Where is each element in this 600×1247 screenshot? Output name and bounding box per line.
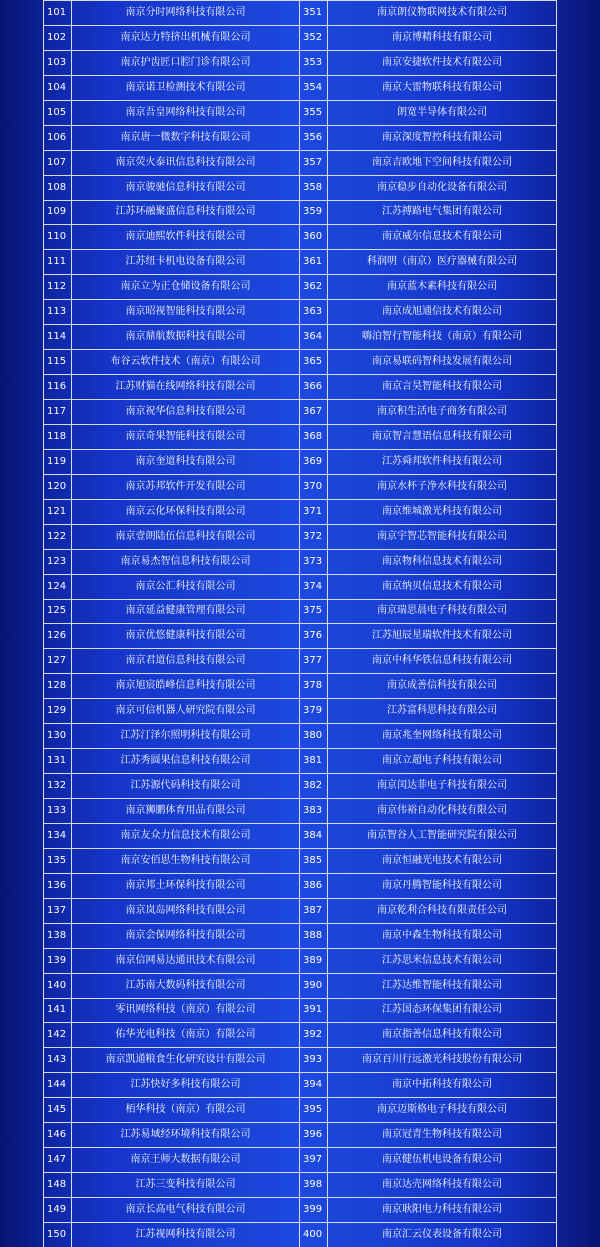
- table-row: [44, 873, 557, 898]
- company-name-left: 江苏易域经环境科技有限公司: [72, 1123, 300, 1148]
- company-name-right: 南京乾利合科技有限责任公司: [328, 898, 557, 923]
- company-name-left: 南京旭宸皓峰信息科技有限公司: [72, 674, 300, 699]
- row-number-right: 374: [300, 574, 328, 599]
- company-name-right: 科润明（南京）医疗器械有限公司: [328, 250, 557, 275]
- row-number-left: 111: [44, 250, 72, 275]
- row-number-right: 397: [300, 1148, 328, 1173]
- row-number-left: 138: [44, 923, 72, 948]
- table-row: [44, 973, 557, 998]
- table-row: [44, 25, 557, 50]
- table-row: [44, 1123, 557, 1148]
- row-number-right: 379: [300, 699, 328, 724]
- row-number-right: 351: [300, 1, 328, 26]
- company-name-right: 南京中科华铁信息科技有限公司: [328, 649, 557, 674]
- table-row: [44, 574, 557, 599]
- row-number-left: 145: [44, 1098, 72, 1123]
- company-name-left: 江苏秀圆果信息科技有限公司: [72, 749, 300, 774]
- company-name-left: 零讯网络科技（南京）有限公司: [72, 998, 300, 1023]
- table-row: [44, 300, 557, 325]
- row-number-right: 360: [300, 225, 328, 250]
- row-number-right: 385: [300, 848, 328, 873]
- company-name-left: 江苏财猫在线网络科技有限公司: [72, 375, 300, 400]
- row-number-right: 361: [300, 250, 328, 275]
- company-name-right: 南京物科信息技术有限公司: [328, 549, 557, 574]
- row-number-left: 102: [44, 25, 72, 50]
- row-number-left: 141: [44, 998, 72, 1023]
- row-number-left: 115: [44, 350, 72, 375]
- company-name-left: 南京会保网络科技有限公司: [72, 923, 300, 948]
- table-row: [44, 524, 557, 549]
- table-row: [44, 250, 557, 275]
- row-number-right: 376: [300, 624, 328, 649]
- table-row: [44, 948, 557, 973]
- company-name-left: 南京分时网络科技有限公司: [72, 1, 300, 26]
- row-number-right: 383: [300, 799, 328, 824]
- row-number-left: 116: [44, 375, 72, 400]
- company-name-left: 南京延益健康管理有限公司: [72, 599, 300, 624]
- table-row: [44, 1048, 557, 1073]
- row-number-right: 352: [300, 25, 328, 50]
- company-name-right: 江苏富科思科技有限公司: [328, 699, 557, 724]
- company-name-right: 南京汇云仪表设备有限公司: [328, 1222, 557, 1247]
- table-row: [44, 848, 557, 873]
- row-number-left: 118: [44, 424, 72, 449]
- row-number-right: 369: [300, 449, 328, 474]
- row-number-right: 366: [300, 375, 328, 400]
- row-number-right: 391: [300, 998, 328, 1023]
- company-name-left: 南京可信机器人研究院有限公司: [72, 699, 300, 724]
- row-number-left: 128: [44, 674, 72, 699]
- company-list-table: [43, 0, 557, 1247]
- company-name-left: 南京狮鹏体育用品有限公司: [72, 799, 300, 824]
- row-number-right: 389: [300, 948, 328, 973]
- company-name-right: 江苏旭辰星瑞软件技术有限公司: [328, 624, 557, 649]
- row-number-left: 119: [44, 449, 72, 474]
- table-row: [44, 75, 557, 100]
- row-number-right: 395: [300, 1098, 328, 1123]
- company-name-right: 南京智谷人工智能研究院有限公司: [328, 823, 557, 848]
- row-number-left: 125: [44, 599, 72, 624]
- row-number-left: 105: [44, 100, 72, 125]
- row-number-left: 140: [44, 973, 72, 998]
- table-row: [44, 674, 557, 699]
- row-number-left: 147: [44, 1148, 72, 1173]
- row-number-right: 399: [300, 1198, 328, 1223]
- company-name-left: 南京岚岛网络科技有限公司: [72, 898, 300, 923]
- table-row: [44, 799, 557, 824]
- row-number-left: 146: [44, 1123, 72, 1148]
- company-name-right: 南京安捷软件技术有限公司: [328, 50, 557, 75]
- company-name-right: 南京瑞思晨电子科技有限公司: [328, 599, 557, 624]
- company-name-left: 南京荧火泰讯信息科技有限公司: [72, 150, 300, 175]
- row-number-left: 121: [44, 499, 72, 524]
- row-number-left: 149: [44, 1198, 72, 1223]
- row-number-right: 368: [300, 424, 328, 449]
- table-row: [44, 125, 557, 150]
- row-number-left: 113: [44, 300, 72, 325]
- row-number-right: 375: [300, 599, 328, 624]
- company-name-left: 南京吾皇网络科技有限公司: [72, 100, 300, 125]
- company-name-left: 南京安佰思生物科技有限公司: [72, 848, 300, 873]
- table-row: [44, 998, 557, 1023]
- company-name-right: 南京中森生物科技有限公司: [328, 923, 557, 948]
- row-number-left: 109: [44, 200, 72, 225]
- table-row: [44, 350, 557, 375]
- row-number-right: 358: [300, 175, 328, 200]
- company-name-right: 江苏达维智能科技有限公司: [328, 973, 557, 998]
- table-row: [44, 175, 557, 200]
- company-name-right: 嗨泊智行智能科技（南京）有限公司: [328, 325, 557, 350]
- table-row: [44, 549, 557, 574]
- row-number-left: 129: [44, 699, 72, 724]
- table-row: [44, 50, 557, 75]
- row-number-right: 362: [300, 275, 328, 300]
- table-row: [44, 724, 557, 749]
- company-name-right: 南京成旭通信技术有限公司: [328, 300, 557, 325]
- row-number-right: 384: [300, 823, 328, 848]
- right-decorative-band: [554, 0, 600, 1247]
- company-name-left: 南京王师大数据有限公司: [72, 1148, 300, 1173]
- table-row: [44, 225, 557, 250]
- company-name-left: 江苏视网科技有限公司: [72, 1222, 300, 1247]
- row-number-left: 144: [44, 1073, 72, 1098]
- row-number-right: 387: [300, 898, 328, 923]
- company-name-left: 南京立为正仓储设备有限公司: [72, 275, 300, 300]
- row-number-right: 386: [300, 873, 328, 898]
- row-number-right: 388: [300, 923, 328, 948]
- company-name-right: 南京指善信息科技有限公司: [328, 1023, 557, 1048]
- company-name-right: 南京迈斯格电子科技有限公司: [328, 1098, 557, 1123]
- row-number-left: 143: [44, 1048, 72, 1073]
- table-row: [44, 150, 557, 175]
- row-number-right: 363: [300, 300, 328, 325]
- company-name-left: 南京骏驰信息科技有限公司: [72, 175, 300, 200]
- company-name-right: 南京达壳网络科技有限公司: [328, 1173, 557, 1198]
- company-name-right: 南京智言慧语信息科技有限公司: [328, 424, 557, 449]
- company-name-right: 南京闰达菲电子科技有限公司: [328, 774, 557, 799]
- row-number-right: 377: [300, 649, 328, 674]
- company-name-left: 南京君道信息科技有限公司: [72, 649, 300, 674]
- table-row: [44, 100, 557, 125]
- company-name-left: 南京鼎航数据科技有限公司: [72, 325, 300, 350]
- row-number-left: 108: [44, 175, 72, 200]
- company-name-right: 南京兆奎网络科技有限公司: [328, 724, 557, 749]
- company-name-left: 南京长高电气科技有限公司: [72, 1198, 300, 1223]
- table-row: [44, 1222, 557, 1247]
- row-number-right: 373: [300, 549, 328, 574]
- company-name-left: 南京苏邦软件开发有限公司: [72, 474, 300, 499]
- company-name-right: 南京百川行远激光科技股份有限公司: [328, 1048, 557, 1073]
- table-row: [44, 400, 557, 425]
- company-name-left: 南京云化环保科技有限公司: [72, 499, 300, 524]
- company-name-left: 南京优悠健康科技有限公司: [72, 624, 300, 649]
- company-name-right: 南京积生活电子商务有限公司: [328, 400, 557, 425]
- table-row: [44, 823, 557, 848]
- table-row: [44, 375, 557, 400]
- company-name-right: 朗宽半导体有限公司: [328, 100, 557, 125]
- row-number-left: 103: [44, 50, 72, 75]
- row-number-left: 132: [44, 774, 72, 799]
- company-name-right: 南京易联码智科技发展有限公司: [328, 350, 557, 375]
- company-name-left: 南京迪熙软件科技有限公司: [72, 225, 300, 250]
- company-name-right: 南京稳步自动化设备有限公司: [328, 175, 557, 200]
- table-row: [44, 774, 557, 799]
- table-row: [44, 624, 557, 649]
- row-number-left: 130: [44, 724, 72, 749]
- company-name-right: 南京水杯子净水科技有限公司: [328, 474, 557, 499]
- company-name-right: 南京宇智芯智能科技有限公司: [328, 524, 557, 549]
- company-name-left: 江苏南大数码科技有限公司: [72, 973, 300, 998]
- table-row: [44, 275, 557, 300]
- table-row: [44, 923, 557, 948]
- row-number-right: 371: [300, 499, 328, 524]
- row-number-right: 394: [300, 1073, 328, 1098]
- company-name-left: 江苏环融聚盛信息科技有限公司: [72, 200, 300, 225]
- left-decorative-band: [0, 0, 44, 1247]
- row-number-right: 392: [300, 1023, 328, 1048]
- table-row: [44, 749, 557, 774]
- row-number-right: 398: [300, 1173, 328, 1198]
- company-name-left: 南京诺卫检测技术有限公司: [72, 75, 300, 100]
- company-name-right: 南京博精科技有限公司: [328, 25, 557, 50]
- table-row: [44, 474, 557, 499]
- company-name-right: 江苏舜邦软件科技有限公司: [328, 449, 557, 474]
- company-name-right: 南京健伍机电设备有限公司: [328, 1148, 557, 1173]
- row-number-left: 122: [44, 524, 72, 549]
- company-name-right: 南京维城激光科技有限公司: [328, 499, 557, 524]
- row-number-left: 124: [44, 574, 72, 599]
- row-number-left: 114: [44, 325, 72, 350]
- row-number-right: 380: [300, 724, 328, 749]
- company-name-right: 南京中拓科技有限公司: [328, 1073, 557, 1098]
- company-name-right: 南京伟裕自动化科技有限公司: [328, 799, 557, 824]
- row-number-right: 400: [300, 1222, 328, 1247]
- company-name-right: 江苏思米信息技术有限公司: [328, 948, 557, 973]
- company-name-left: 南京壹朗陆伍信息科技有限公司: [72, 524, 300, 549]
- table-row: [44, 1, 557, 26]
- row-number-right: 393: [300, 1048, 328, 1073]
- row-number-right: 356: [300, 125, 328, 150]
- row-number-right: 365: [300, 350, 328, 375]
- row-number-left: 134: [44, 823, 72, 848]
- company-name-left: 江苏纽卡机电设备有限公司: [72, 250, 300, 275]
- company-name-right: 江苏搏路电气集团有限公司: [328, 200, 557, 225]
- table-row: [44, 325, 557, 350]
- company-name-right: 南京威尔信息技术有限公司: [328, 225, 557, 250]
- table-row: [44, 1148, 557, 1173]
- company-name-left: 南京邦土环保科技有限公司: [72, 873, 300, 898]
- row-number-left: 139: [44, 948, 72, 973]
- row-number-right: 390: [300, 973, 328, 998]
- row-number-right: 378: [300, 674, 328, 699]
- row-number-left: 150: [44, 1222, 72, 1247]
- row-number-left: 117: [44, 400, 72, 425]
- row-number-left: 123: [44, 549, 72, 574]
- row-number-left: 106: [44, 125, 72, 150]
- company-name-left: 佑华光电科技（南京）有限公司: [72, 1023, 300, 1048]
- company-name-right: 南京言昊智能科技有限公司: [328, 375, 557, 400]
- company-name-left: 南京护齿匠口腔门诊有限公司: [72, 50, 300, 75]
- row-number-right: 370: [300, 474, 328, 499]
- table-row: [44, 499, 557, 524]
- company-name-right: 南京朗仪物联网技术有限公司: [328, 1, 557, 26]
- row-number-left: 101: [44, 1, 72, 26]
- company-name-right: 南京耿阳电力科技有限公司: [328, 1198, 557, 1223]
- table-row: [44, 599, 557, 624]
- row-number-right: 357: [300, 150, 328, 175]
- company-name-left: 南京凯通粮食生化研究设计有限公司: [72, 1048, 300, 1073]
- row-number-right: 364: [300, 325, 328, 350]
- row-number-right: 353: [300, 50, 328, 75]
- company-name-left: 栢华科技（南京）有限公司: [72, 1098, 300, 1123]
- company-name-right: 南京深度智控科技有限公司: [328, 125, 557, 150]
- row-number-left: 126: [44, 624, 72, 649]
- row-number-right: 355: [300, 100, 328, 125]
- row-number-left: 131: [44, 749, 72, 774]
- company-name-left: 南京信网易达通讯技术有限公司: [72, 948, 300, 973]
- row-number-left: 148: [44, 1173, 72, 1198]
- company-name-left: 南京昭视智能科技有限公司: [72, 300, 300, 325]
- company-name-right: 南京冠青生物科技有限公司: [328, 1123, 557, 1148]
- row-number-left: 104: [44, 75, 72, 100]
- row-number-left: 137: [44, 898, 72, 923]
- row-number-left: 136: [44, 873, 72, 898]
- row-number-left: 112: [44, 275, 72, 300]
- table-row: [44, 200, 557, 225]
- company-name-left: 南京达力特挤出机械有限公司: [72, 25, 300, 50]
- table-row: [44, 424, 557, 449]
- company-name-left: 布谷云软件技术（南京）有限公司: [72, 350, 300, 375]
- row-number-right: 396: [300, 1123, 328, 1148]
- company-name-right: 南京恒融光电技术有限公司: [328, 848, 557, 873]
- row-number-right: 372: [300, 524, 328, 549]
- company-name-left: 南京唐一微数字科技有限公司: [72, 125, 300, 150]
- company-name-right: 南京立超电子科技有限公司: [328, 749, 557, 774]
- table-row: [44, 649, 557, 674]
- company-name-right: 南京纳贝信息技术有限公司: [328, 574, 557, 599]
- company-name-left: 江苏源代码科技有限公司: [72, 774, 300, 799]
- company-name-right: 江苏国态环保集团有限公司: [328, 998, 557, 1023]
- row-number-right: 354: [300, 75, 328, 100]
- table-row: [44, 1023, 557, 1048]
- company-list-body: [44, 1, 557, 1247]
- company-name-right: 南京吉欧地下空间科技有限公司: [328, 150, 557, 175]
- table-row: [44, 1198, 557, 1223]
- row-number-right: 382: [300, 774, 328, 799]
- table-row: [44, 1173, 557, 1198]
- row-number-left: 110: [44, 225, 72, 250]
- row-number-left: 120: [44, 474, 72, 499]
- company-name-left: 江苏汀泽尔照明科技有限公司: [72, 724, 300, 749]
- table-row: [44, 898, 557, 923]
- company-name-right: 南京丹腾智能科技有限公司: [328, 873, 557, 898]
- company-name-left: 南京奎道科技有限公司: [72, 449, 300, 474]
- company-name-left: 南京奇果智能科技有限公司: [72, 424, 300, 449]
- company-name-right: 南京大雷物联科技有限公司: [328, 75, 557, 100]
- table-row: [44, 1098, 557, 1123]
- row-number-right: 381: [300, 749, 328, 774]
- row-number-right: 359: [300, 200, 328, 225]
- company-name-left: 江苏三变科技有限公司: [72, 1173, 300, 1198]
- row-number-left: 133: [44, 799, 72, 824]
- row-number-left: 107: [44, 150, 72, 175]
- table-row: [44, 699, 557, 724]
- row-number-right: 367: [300, 400, 328, 425]
- row-number-left: 135: [44, 848, 72, 873]
- row-number-left: 142: [44, 1023, 72, 1048]
- company-name-left: 南京公汇科技有限公司: [72, 574, 300, 599]
- company-name-left: 南京易杰智信息科技有限公司: [72, 549, 300, 574]
- table-row: [44, 1073, 557, 1098]
- table-row: [44, 449, 557, 474]
- company-name-left: 南京祝华信息科技有限公司: [72, 400, 300, 425]
- company-name-right: 南京蓝木素科技有限公司: [328, 275, 557, 300]
- row-number-left: 127: [44, 649, 72, 674]
- company-name-left: 江苏快好多科技有限公司: [72, 1073, 300, 1098]
- company-name-right: 南京成善信科技有限公司: [328, 674, 557, 699]
- company-name-left: 南京友众力信息技术有限公司: [72, 823, 300, 848]
